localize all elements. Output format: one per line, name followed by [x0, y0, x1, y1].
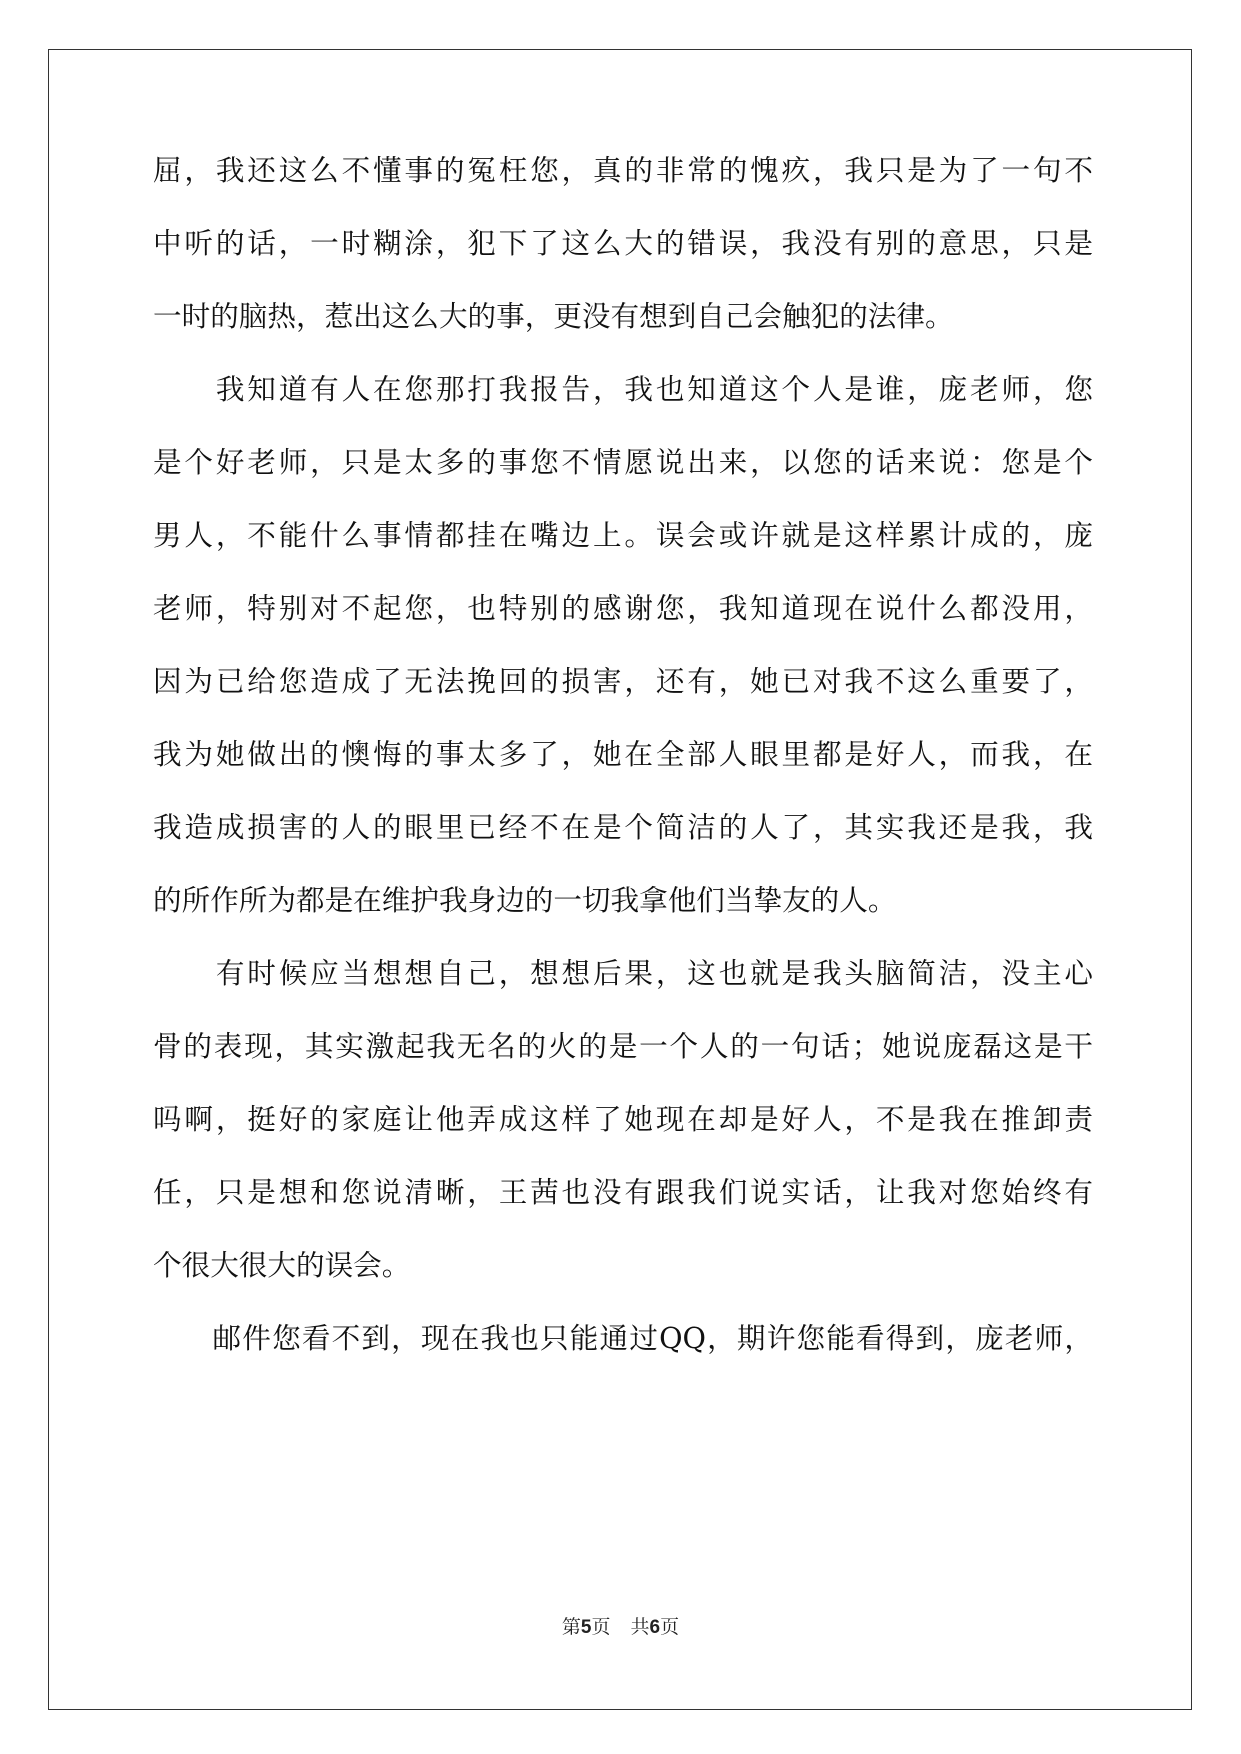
text-line: 老师，特别对不起您，也特别的感谢您，我知道现在说什么都没用， [153, 591, 1093, 625]
text-line: 个很大很大的误会。 [153, 1248, 411, 1282]
text-line: 吗啊，挺好的家庭让他弄成这样了她现在却是好人，不是我在推卸责 [153, 1102, 1093, 1136]
text-line: 屈，我还这么不懂事的冤枉您，真的非常的愧疚，我只是为了一句不 [153, 153, 1093, 187]
page-prefix: 第 [561, 1616, 581, 1638]
page-suffix: 页 [591, 1616, 611, 1638]
text-line: 有时候应当想想自己，想想后果，这也就是我头脑简洁，没主心 [153, 956, 1093, 990]
text-line: 是个好老师，只是太多的事您不情愿说出来，以您的话来说：您是个 [153, 445, 1093, 479]
total-page-count: 6 [649, 1617, 661, 1638]
text-line: 一时的脑热，惹出这么大的事，更没有想到自己会触犯的法律。 [153, 299, 954, 333]
text-line: 我为她做出的懊悔的事太多了，她在全部人眼里都是好人，而我，在 [153, 737, 1093, 771]
total-prefix: 共 [630, 1616, 650, 1638]
text-line: 我知道有人在您那打我报告，我也知道这个人是谁，庞老师，您 [153, 372, 1093, 406]
text-line: 邮件您看不到，现在我也只能通过QQ，期许您能看得到，庞老师， [153, 1321, 1093, 1355]
text-line: 男人，不能什么事情都挂在嘴边上。误会或许就是这样累计成的，庞 [153, 518, 1093, 552]
page-footer [0, 1612, 1241, 1642]
text-line: 骨的表现，其实激起我无名的火的是一个人的一句话；她说庞磊这是干 [153, 1029, 1093, 1063]
text-line: 任，只是想和您说清晰，王茜也没有跟我们说实话，让我对您始终有 [153, 1175, 1093, 1209]
text-line: 的所作所为都是在维护我身边的一切我拿他们当挚友的人。 [153, 883, 897, 917]
text-line: 因为已给您造成了无法挽回的损害，还有，她已对我不这么重要了， [153, 664, 1093, 698]
text-line: 中听的话，一时糊涂，犯下了这么大的错误，我没有别的意思，只是 [153, 226, 1093, 260]
current-page-number: 5 [580, 1617, 592, 1638]
text-line: 我造成损害的人的眼里已经不在是个简洁的人了，其实我还是我，我 [153, 810, 1093, 844]
total-suffix: 页 [660, 1616, 680, 1638]
